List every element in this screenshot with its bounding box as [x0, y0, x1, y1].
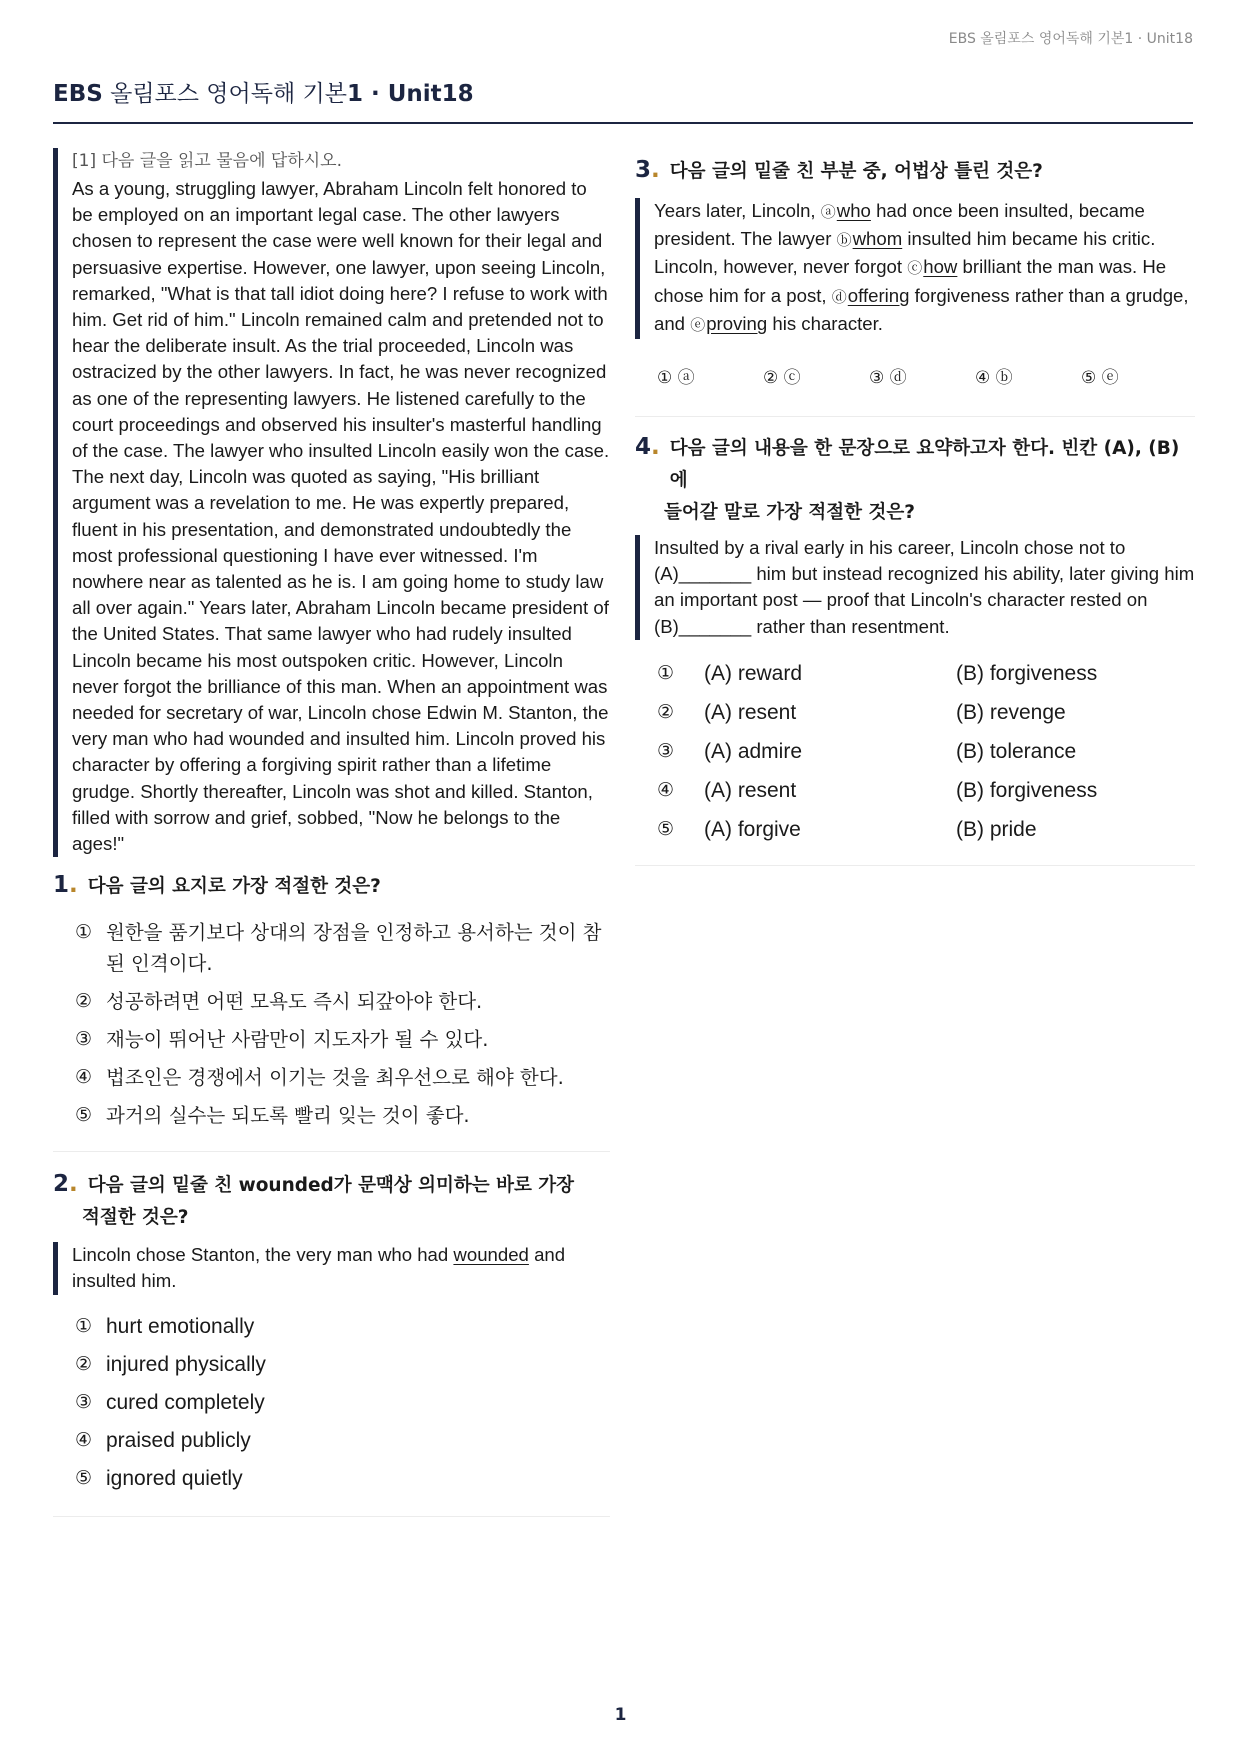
question-2-prompt-cont: 적절한 것은? — [82, 1207, 189, 1229]
reading-passage — [53, 148, 610, 857]
option-1[interactable]: ① 원한을 품기보다 상대의 장점을 인정하고 용서하는 것이 참된 인격이다. — [75, 921, 602, 976]
question-2-header — [53, 1170, 610, 1202]
question-4-options — [635, 658, 1195, 845]
question-3-prompt: 다음 글의 밑줄 친 부분 중, 어법상 틀린 것은? — [669, 161, 1043, 182]
question-3-quote: Years later, Lincoln, ⓐwho had once been insulted, became president. The lawyer ⓑwhom insulted him became his critic. Lincoln, however, never forgot ⓒhow brilliant the man was. He chose him for a post, ⓓoffering forgiveness rather than a grudge, and ⓔproving his character. — [635, 198, 1195, 339]
question-3-options — [635, 363, 1195, 388]
option-5[interactable]: ⑤ 과거의 실수는 되도록 빨리 잊는 것이 좋다. — [75, 1104, 470, 1128]
question-3-header — [635, 156, 1195, 188]
question-3 — [635, 156, 1195, 388]
question-1-number: 1. — [53, 872, 78, 899]
option-5[interactable]: ⑤ (A) forgive (B) pride — [657, 817, 1037, 841]
option-4[interactable]: ④ praised publicly — [75, 1428, 251, 1452]
option-3[interactable]: ③ ⓓ — [869, 368, 907, 389]
option-1[interactable]: ① hurt emotionally — [75, 1314, 255, 1338]
title-bar — [53, 76, 1193, 124]
option-2[interactable]: ② 성공하려면 어떤 모욕도 즉시 되갚아야 한다. — [75, 990, 483, 1014]
right-column — [635, 148, 1195, 866]
running-head: EBS 올림포스 영어독해 기본1 · Unit18 — [948, 31, 1193, 47]
option-1[interactable]: ① ⓐ — [657, 368, 695, 389]
title-part-ebs: EBS — [53, 81, 103, 107]
question-3-number: 3. — [635, 157, 660, 183]
passage-instruction: [1] 다음 글을 읽고 물음에 답하시오. — [72, 151, 342, 171]
option-3[interactable]: ③ 재능이 뛰어난 사람만이 지도자가 될 수 있다. — [75, 1028, 489, 1052]
underlined-b: whom — [852, 228, 903, 250]
option-5[interactable]: ⑤ ignored quietly — [75, 1466, 243, 1490]
option-4[interactable]: ④ (A) resent (B) forgiveness — [657, 778, 1098, 802]
question-4-number: 4. — [635, 434, 660, 461]
option-5[interactable]: ⑤ ⓔ — [1081, 368, 1119, 389]
title-part-series: 올림포스 영어독해 기본 — [102, 81, 347, 107]
marker-a: ⓐ — [820, 204, 836, 221]
option-2[interactable]: ② ⓒ — [763, 368, 801, 389]
divider — [635, 865, 1195, 866]
question-1-prompt: 다음 글의 요지로 가장 적절한 것은? — [87, 876, 381, 898]
option-3[interactable]: ③ (A) admire (B) tolerance — [657, 739, 1077, 763]
underlined-c: how — [923, 256, 958, 278]
option-3[interactable]: ③ cured completely — [75, 1390, 265, 1414]
divider — [53, 1516, 610, 1517]
option-1[interactable]: ① (A) reward (B) forgiveness — [657, 661, 1098, 685]
underlined-word: wounded — [453, 1244, 529, 1266]
question-4 — [635, 433, 1195, 845]
marker-b: ⓑ — [836, 232, 852, 250]
question-4-prompt: 다음 글의 내용을 한 문장으로 요약하고자 한다. 빈칸 (A), (B)에 — [669, 438, 1180, 492]
underlined-d: offering — [847, 284, 910, 306]
question-1-header — [53, 871, 610, 903]
question-1 — [53, 871, 610, 1131]
marker-e: ⓔ — [690, 316, 706, 334]
marker-c: ⓒ — [907, 260, 923, 278]
page-number: 1 — [614, 1705, 627, 1725]
option-2[interactable]: ② (A) resent (B) revenge — [657, 700, 1066, 724]
underlined-a: who — [836, 200, 871, 221]
question-1-options — [53, 917, 610, 1131]
left-column — [53, 148, 610, 1517]
question-2-options — [53, 1311, 610, 1494]
passage-text: As a young, struggling lawyer, Abraham Lincoln felt honored to be employed on an important legal case. The other lawyers chosen to represent the case were well known for their legal and persuasive expertise. However, one lawyer, upon seeing Lincoln, remarked, "What is that tall idiot doing here? I refuse to work with him. Get rid of him." Lincoln remained calm and pretended not to hear the deliberate insult. As the trial proceeded, Lincoln was ostracized by the other lawyers. In fact, he was never recognized as one of the representing lawyers. He listened carefully to the court proceedings and observed his insulter's masterful handling of the case. The lawyer who insulted Lincoln easily won the case. The next day, Lincoln was quoted as saying, "His brilliant argument was a revelation to me. He was expertly prepared, fluent in his presentation, and demonstrated undoubtedly the most professional questioning I have ever witnessed. I'm nowhere near as talented as he is. I am going home to study law all over again." Years later, Abraham Lincoln became president of the United States. That same lawyer who had rudely insulted Lincoln became his most outspoken critic. However, Lincoln never forgot the brilliance of this man. When an appointment was needed for secretary of war, Lincoln chose Edwin M. Stanton, the very man who had wounded and insulted him. Lincoln proved his character by offering a forgiving spirit rather than a lifetime grudge. Shortly thereafter, Lincoln was shot and killed. Stanton, filled with sorrow and grief, sobbed, "Now he belongs to the ages!" — [72, 178, 610, 855]
option-4[interactable]: ④ ⓑ — [975, 368, 1013, 389]
underlined-e: proving — [706, 312, 768, 334]
question-4-header — [635, 433, 1195, 497]
question-2-quote: Lincoln chose Stanton, the very man who had wounded and insulted him. — [53, 1242, 610, 1294]
question-4-prompt-cont: 들어갈 말로 가장 적절한 것은? — [664, 502, 915, 524]
page-title — [53, 76, 1193, 112]
marker-d: ⓓ — [831, 288, 847, 306]
question-2-number: 2. — [53, 1171, 78, 1198]
question-2 — [53, 1170, 610, 1493]
option-4[interactable]: ④ 법조인은 경쟁에서 이기는 것을 최우선으로 해야 한다. — [75, 1066, 564, 1090]
divider — [53, 1151, 610, 1152]
question-2-prompt: 다음 글의 밑줄 친 wounded가 문맥상 의미하는 바로 가장 — [87, 1175, 575, 1197]
question-4-quote: Insulted by a rival early in his career, Lincoln chose not to (A)_______ him but instead recognized his ability, later giving him an important post — proof that Lincoln's character rested on (B)_______ rather than resentment. — [635, 535, 1195, 640]
option-2[interactable]: ② injured physically — [75, 1352, 266, 1376]
title-part-unit: 1 · Unit18 — [346, 81, 474, 107]
divider — [635, 416, 1195, 417]
